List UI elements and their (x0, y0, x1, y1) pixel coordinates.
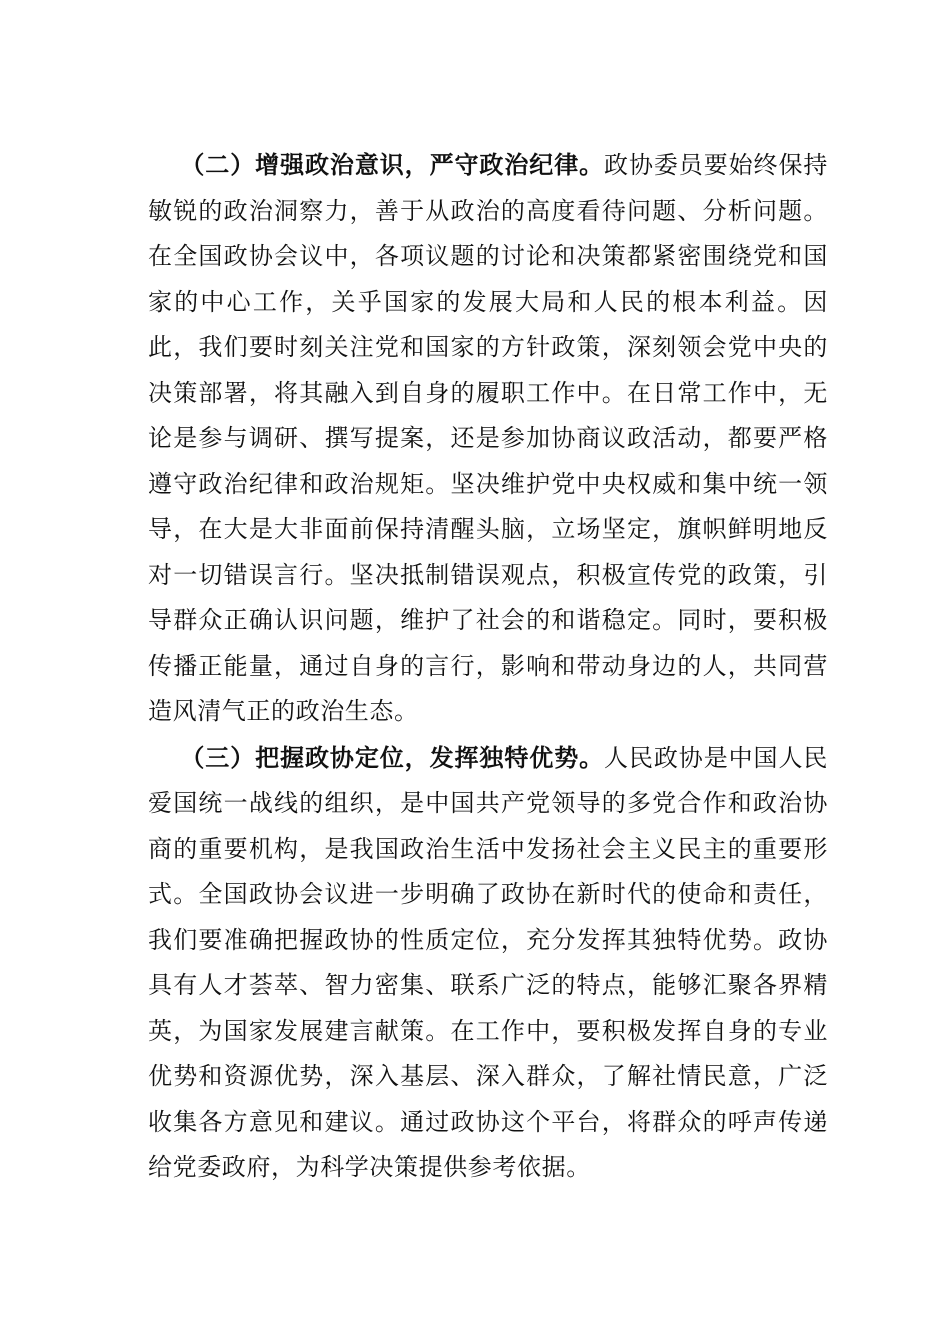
paragraph-political-awareness (148, 142, 828, 735)
paragraph-text: 人民政协是中国人民爱国统一战线的组织，是中国共产党领导的多党合作和政治协商的重要机构，是我国政治生活中发扬社会主义民主的重要形式。全国政协会议进一步明确了政协在新时代的使命和责任，我们要准确把握政协的性质定位，充分发挥其独特优势。政协具有人才荟萃、智力密集、联系广泛的特点，能够汇聚各界精英，为国家发展建言献策。在工作中，要积极发挥自身的专业优势和资源优势，深入基层、深入群众，了解社情民意，广泛收集各方意见和建议。通过政协这个平台，将群众的呼声传递给党委政府，为科学决策提供参考依据。 (148, 743, 828, 1181)
document-body (148, 142, 828, 1191)
paragraph-heading: （三）把握政协定位，发挥独特优势。 (180, 742, 605, 772)
paragraph-cppcc-positioning (148, 735, 828, 1191)
paragraph-text: 政协委员要始终保持敏锐的政治洞察力，善于从政治的高度看待问题、分析问题。在全国政协会议中，各项议题的讨论和决策都紧密围绕党和国家的中心工作，关乎国家的发展大局和人民的根本利益。因此，我们要时刻关注党和国家的方针政策，深刻领会党中央的决策部署，将其融入到自身的履职工作中。在日常工作中，无论是参与调研、撰写提案，还是参加协商议政活动，都要严格遵守政治纪律和政治规矩。坚决维护党中央权威和集中统一领导，在大是大非面前保持清醒头脑，立场坚定，旗帜鲜明地反对一切错误言行。坚决抵制错误观点，积极宣传党的政策，引导群众正确认识问题，维护了社会的和谐稳定。同时，要积极传播正能量，通过自身的言行，影响和带动身边的人，共同营造风清气正的政治生态。 (148, 151, 828, 725)
paragraph-heading: （二）增强政治意识，严守政治纪律。 (180, 150, 605, 179)
